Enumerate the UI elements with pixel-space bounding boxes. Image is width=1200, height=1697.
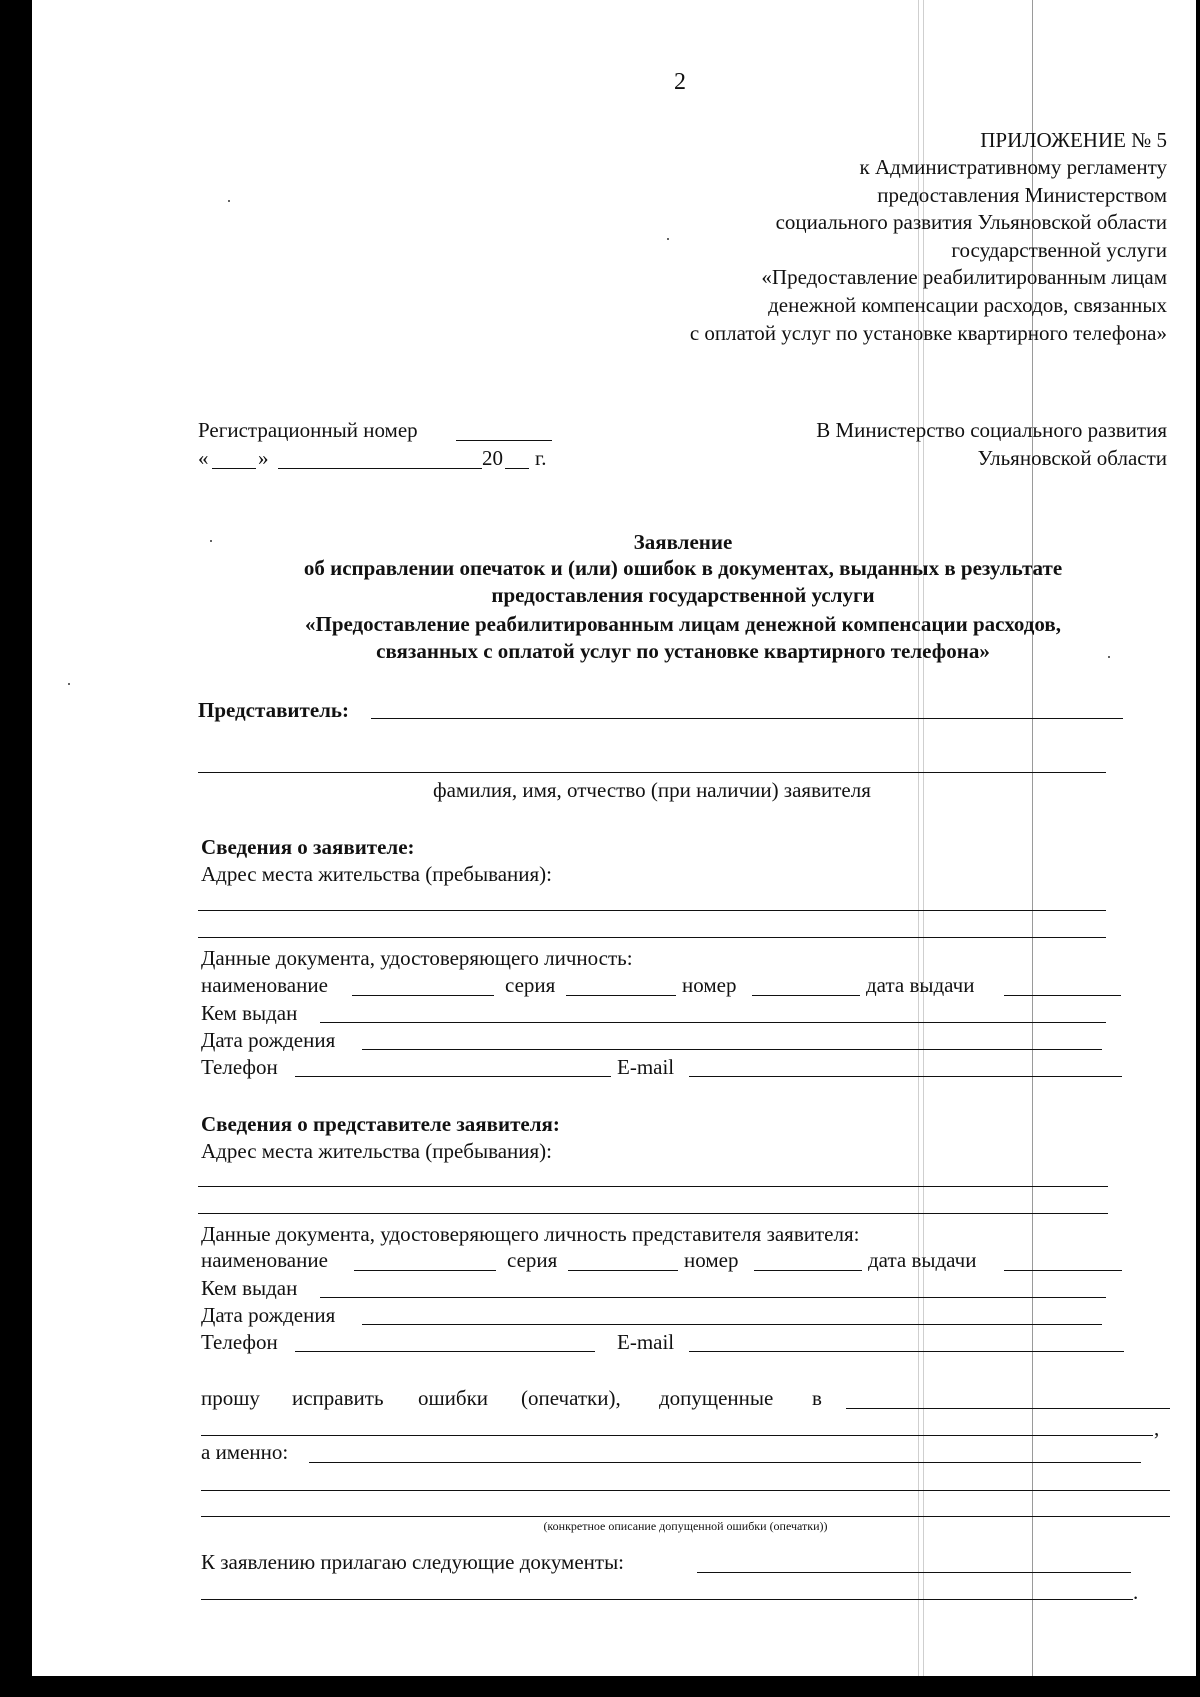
appendix-line: денежной компенсации расходов, связанных [768,293,1167,317]
scan-border-bottom [0,1676,1200,1697]
request-document-field-line2[interactable] [201,1435,1153,1436]
addressee-line: Ульяновской области [977,446,1167,470]
doc-name-label: наименование [201,973,328,997]
title-line: «Предоставление реабилитированным лицам денежной компенсации расходов, [304,612,1061,636]
request-word: исправить [292,1386,384,1410]
attachments-field[interactable] [697,1572,1131,1573]
scan-speck [228,200,230,202]
doc-issued-by-label: Кем выдан [201,1001,298,1025]
representative-field-line2[interactable] [198,772,1106,773]
birth-date-field[interactable] [362,1049,1102,1050]
addressee-line: В Министерство социального развития [816,418,1167,442]
registration-year-suffix: г. [535,446,547,470]
rep-issued-by-field[interactable] [320,1297,1106,1298]
doc-issue-date-field[interactable] [1004,995,1121,996]
registration-month-field[interactable] [278,468,482,469]
applicant-rep-address-field[interactable] [198,1186,1108,1187]
request-document-field[interactable] [846,1408,1170,1409]
rep-doc-issue-date-field[interactable] [1004,1270,1122,1271]
doc-number-label: номер [682,973,737,997]
appendix-line: государственной услуги [951,238,1167,262]
registration-number-field[interactable] [456,440,552,441]
applicant-heading: Сведения о заявителе: [201,835,415,859]
namely-field[interactable] [309,1462,1141,1463]
doc-series-field[interactable] [566,995,676,996]
request-comma: , [1154,1416,1160,1440]
registration-day-field[interactable] [212,468,256,469]
phone-label: Телефон [201,1055,278,1079]
title-line: об исправлении опечаток и (или) ошибок в документах, выданных в результате [303,556,1063,580]
scan-speck [68,683,70,685]
scan-streak [918,0,919,1676]
rep-doc-series-label: серия [507,1248,558,1272]
doc-issued-by-field[interactable] [320,1022,1106,1023]
registration-year-field[interactable] [505,468,529,469]
appendix-line: предоставления Министерством [877,183,1167,207]
appendix-line: «Предоставление реабилитированным лицам [761,265,1167,289]
registration-number-label: Регистрационный номер [198,418,418,442]
appendix-line: социального развития Ульяновской области [775,210,1167,234]
scan-border-left [0,0,32,1697]
rep-issued-by-label: Кем выдан [201,1276,298,1300]
date-quote-close: » [258,446,269,470]
phone-field[interactable] [295,1076,611,1077]
birth-date-label: Дата рождения [201,1028,336,1052]
namely-label: а именно: [201,1440,289,1464]
namely-field-line2[interactable] [201,1490,1170,1491]
representative-field[interactable] [371,718,1123,719]
applicant-rep-address-field-line2[interactable] [198,1213,1108,1214]
rep-phone-field[interactable] [295,1351,595,1352]
title-line: Заявление [633,530,733,554]
title-line: предоставления государственной услуги [491,583,875,607]
title-line: связанных с оплатой услуг по установке квартирного телефона» [376,639,990,663]
email-label: E-mail [617,1055,675,1079]
request-word: ошибки [418,1386,489,1410]
attachments-label: К заявлению прилагаю следующие документы: [201,1550,625,1574]
applicant-doc-label: Данные документа, удостоверяющего личность: [201,946,633,970]
appendix-line: с оплатой услуг по установке квартирного телефона» [689,321,1167,345]
rep-birth-date-label: Дата рождения [201,1303,336,1327]
attachments-period: . [1133,1580,1139,1604]
representative-label: Представитель: [198,698,350,722]
email-field[interactable] [689,1076,1122,1077]
namely-field-line3[interactable] [201,1516,1170,1517]
request-word: в [812,1386,822,1410]
doc-issue-date-label: дата выдачи [866,973,975,997]
applicant-address-label: Адрес места жительства (пребывания): [201,862,553,886]
attachments-field-line2[interactable] [201,1599,1133,1600]
doc-number-field[interactable] [752,995,860,996]
applicant-address-field[interactable] [198,910,1106,911]
doc-series-label: серия [505,973,556,997]
applicant-address-field-line2[interactable] [198,937,1106,938]
registration-year-prefix: 20 [482,446,503,470]
request-word: прошу [201,1386,260,1410]
rep-phone-label: Телефон [201,1330,278,1354]
representative-caption: фамилия, имя, отчество (при наличии) заявителя [433,778,871,802]
page-number: 2 [674,69,686,95]
request-word: (опечатки), [521,1386,621,1410]
date-quote-open: « [198,446,209,470]
rep-doc-number-field[interactable] [754,1270,862,1271]
rep-doc-issue-date-label: дата выдачи [868,1248,977,1272]
rep-doc-series-field[interactable] [568,1270,678,1271]
applicant-rep-address-label: Адрес места жительства (пребывания): [201,1139,553,1163]
rep-doc-name-label: наименование [201,1248,328,1272]
scan-streak [923,0,924,1676]
applicant-rep-doc-label: Данные документа, удостоверяющего личность представителя заявителя: [201,1222,860,1246]
rep-doc-name-field[interactable] [354,1270,496,1271]
appendix-line: ПРИЛОЖЕНИЕ № 5 [980,128,1167,152]
request-word: допущенные [659,1386,774,1410]
applicant-rep-heading: Сведения о представителе заявителя: [201,1112,560,1136]
rep-email-field[interactable] [689,1351,1124,1352]
appendix-line: к Административному регламенту [859,155,1167,179]
scan-speck [667,238,669,240]
scan-border-right [1196,0,1200,1697]
rep-birth-date-field[interactable] [362,1324,1102,1325]
doc-name-field[interactable] [352,995,494,996]
rep-email-label: E-mail [617,1330,675,1354]
rep-doc-number-label: номер [684,1248,739,1272]
error-caption: (конкретное описание допущенной ошибки (опечатки)) [543,1519,828,1533]
